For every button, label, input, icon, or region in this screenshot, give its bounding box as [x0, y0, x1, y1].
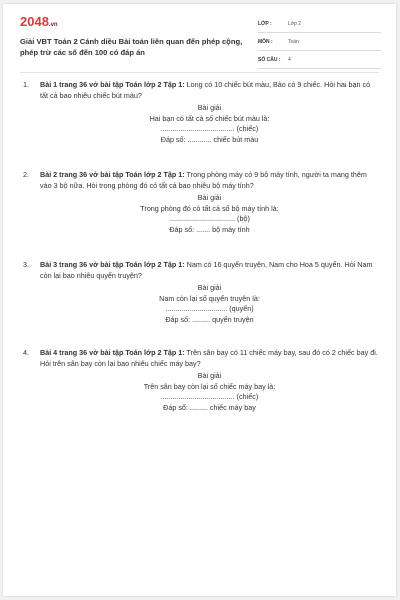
- question-number: 4.: [23, 348, 29, 357]
- meta-mon-label: MÔN :: [258, 39, 273, 45]
- question-4: [20, 348, 379, 413]
- solution-heading: Bài giải: [197, 103, 222, 112]
- solution-heading: Bài giải: [197, 283, 222, 292]
- question-2: [20, 170, 379, 235]
- question-number: 1.: [23, 80, 29, 89]
- question-text: [40, 170, 379, 191]
- meta-row-lop: [258, 18, 381, 33]
- question-text: [40, 80, 379, 101]
- worksheet-page: [3, 4, 396, 596]
- header-divider: [20, 72, 379, 73]
- question-title: Bài 4 trang 36 vở bài tập Toán lớp 2 Tập 1:: [40, 348, 185, 357]
- solution-statement: Trên sân bay còn lại số chiếc máy bay là:: [143, 381, 276, 391]
- answer-blank-line: ................................. (bộ): [169, 214, 250, 223]
- meta-mon-value: Toán: [288, 39, 299, 45]
- question-body: Long có 10 chiếc bút màu, Bảo có 9 chiếc. Hỏi hai bạn có tất cả bao nhiêu chiếc bút màu?: [40, 80, 371, 100]
- question-body: Trên sân bay có 11 chiếc máy bay, sau đó có 2 chiếc bay đi. Hỏi trên sân bay còn lại bao nhiêu chiếc máy bay?: [40, 348, 378, 368]
- solution-statement: Trong phòng đó có tất cả số bộ máy tính là:: [140, 203, 279, 213]
- solution-block: [40, 371, 379, 413]
- final-answer-line: Đáp số: ......... chiếc máy bay: [163, 402, 256, 412]
- meta-socau-value: 4: [288, 57, 291, 63]
- meta-panel: [258, 18, 381, 72]
- question-title: Bài 3 trang 36 vở bài tập Toán lớp 2 Tập 1:: [40, 260, 185, 269]
- question-3: [20, 260, 379, 325]
- final-answer-line: Đáp số: ....... bộ máy tính: [169, 224, 250, 234]
- solution-statement: Nam còn lại số quyển truyện là:: [159, 293, 260, 303]
- answer-blank-line: ..................................... (chiếc): [160, 124, 259, 133]
- meta-lop-label: LỚP :: [258, 21, 272, 27]
- solution-block: [40, 193, 379, 235]
- meta-row-socau: [258, 54, 381, 69]
- question-number: 3.: [23, 260, 29, 269]
- brand-logo[interactable]: [20, 14, 58, 33]
- page-title: Giải VBT Toán 2 Cánh diều Bài toán liên quan đến phép cộng, phép trừ các số đến 100 có đáp án: [20, 37, 243, 57]
- solution-heading: Bài giải: [197, 193, 222, 202]
- meta-lop-value: Lớp 2: [288, 21, 302, 27]
- solution-block: [40, 103, 379, 145]
- solution-heading: Bài giải: [197, 371, 222, 380]
- final-answer-line: Đáp số: ......... quyển truyện: [165, 314, 254, 324]
- question-body: Nam có 16 quyển truyện, Nam cho Hoa 5 quyển. Hỏi Nam còn lại bao nhiêu quyển truyện?: [40, 260, 373, 280]
- brand-logo-number: 2048: [20, 14, 49, 29]
- question-number: 2.: [23, 170, 29, 179]
- final-answer-line: Đáp số: ............ chiếc bút màu: [160, 134, 259, 144]
- meta-socau-label: SỐ CÂU :: [258, 57, 281, 63]
- brand-logo-domain: .vn: [48, 22, 58, 28]
- question-1: [20, 80, 379, 145]
- answer-blank-line: ..................................... (chiếc): [160, 392, 259, 401]
- question-text: [40, 260, 379, 281]
- question-title: Bài 1 trang 36 vở bài tập Toán lớp 2 Tập 1:: [40, 80, 185, 89]
- meta-row-mon: [258, 36, 381, 51]
- question-title: Bài 2 trang 36 vở bài tập Toán lớp 2 Tập 1:: [40, 170, 185, 179]
- solution-block: [40, 283, 379, 325]
- question-text: [40, 348, 379, 369]
- answer-blank-line: ............................... (quyển): [165, 304, 254, 313]
- solution-statement: Hai bạn có tất cả số chiếc bút màu là:: [149, 113, 270, 123]
- question-body: Trong phòng máy có 9 bộ máy tính, người ta mang thêm vào 3 bộ nữa. Hỏi trong phòng đó có tất cả bao nhiêu bộ máy tính?: [40, 170, 367, 190]
